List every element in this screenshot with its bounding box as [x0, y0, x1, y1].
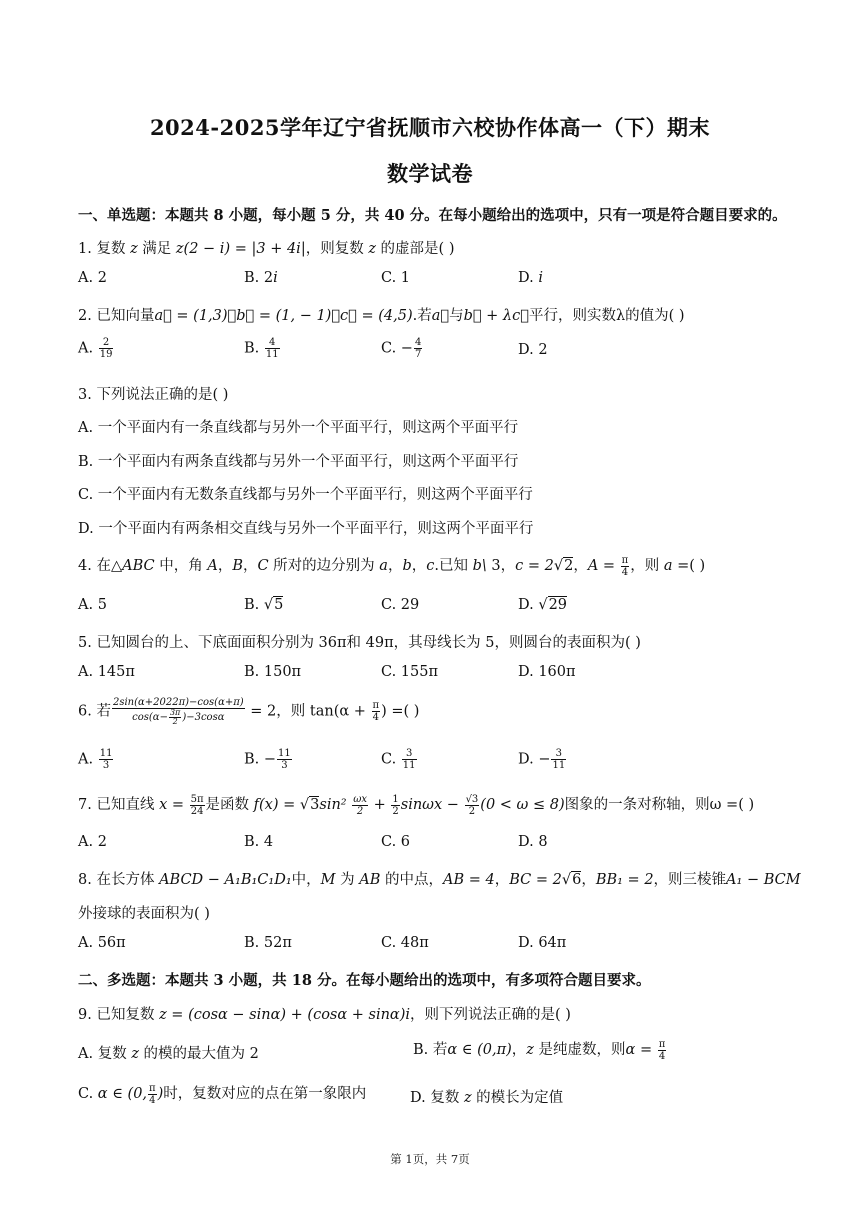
question-5-option-b: B. 150π	[244, 664, 302, 680]
question-3-option-d: D. 一个平面内有两条相交直线与另外一个平面平行，则这两个平面平行	[78, 521, 534, 537]
question-3-option-b: B. 一个平面内有两条直线都与另外一个平面平行，则这两个平面平行	[78, 454, 519, 470]
question-3-option-a: A. 一个平面内有一条直线都与另外一个平面平行，则这两个平面平行	[78, 420, 519, 436]
question-5-stem: 5. 已知圆台的上、下底面面积分别为 36π和 49π，其母线长为 5，则圆台的表面积为( )	[78, 635, 641, 651]
question-6-option-d: D. − $\frac{3}{11}$	[518, 748, 566, 771]
question-6-stem: 6. 若 2sin(α+2022π)−cos(α+π) cos(α− $\frac{3\pi}{2}$ )−3cosα = 2，则 tan(α + $\frac{\pi}{4}$ ) =( )	[78, 697, 420, 726]
question-6-option-a: A. $\frac{11}{3}$	[78, 748, 113, 771]
question-8-stem-line1: 8. 在长方体 ABCD − A₁B₁C₁D₁中，M 为 AB 的中点，AB = 4，BC = 2√6，BB₁ = 2，则三棱锥A₁ − BCM	[78, 872, 801, 888]
question-8-option-b: B. 52π	[244, 935, 292, 951]
question-2-stem: 2. 已知向量a⃗ = (1,3)，b⃗ = (1, − 1)，c⃗ = (4,5).若a⃗与b⃗ + λc⃗平行，则实数λ的值为( )	[78, 308, 685, 324]
question-7-option-c: C. 6	[381, 834, 411, 850]
question-7-stem: 7. 已知直线 x = $\frac{5\pi}{24}$ 是函数 f(x) = √3sin² $\frac{\omega x}{2}$ + $\frac{1}{2}$ sinωx − $\frac{√3}{2}$ (0 < ω ≤ 8)图象的一条对称轴，则ω =( )	[78, 793, 755, 817]
question-4-option-d: D. √29	[518, 597, 568, 613]
question-6-option-c: C. $\frac{3}{11}$	[381, 748, 416, 771]
question-7-option-b: B. 4	[244, 834, 274, 850]
question-5-option-c: C. 155π	[381, 664, 439, 680]
section-single-choice: 一、单选题：本题共 8 小题，每小题 5 分，共 40 分。在每小题给出的选项中，只有一项是符合题目要求的。	[78, 207, 787, 224]
question-9-stem: 9. 已知复数 z = (cosα − sinα) + (cosα + sinα)i，则下列说法正确的是( )	[78, 1007, 571, 1023]
question-8-option-c: C. 48π	[381, 935, 429, 951]
question-5-option-d: D. 160π	[518, 664, 576, 680]
question-1-option-b: B. 2i	[244, 270, 278, 286]
question-9-option-a: A. 复数 z 的模的最大值为 2	[78, 1046, 259, 1062]
question-1-stem: 1. 复数 z 满足 z(2 − i) = |3 + 4i|，则复数 z 的虚部是( )	[78, 241, 455, 257]
question-9-option-b: B. 若α ∈ (0,π)，z 是纯虚数，则α = $\frac{\pi}{4}$	[413, 1038, 666, 1062]
question-5-option-a: A. 145π	[78, 664, 135, 680]
question-3-stem: 3. 下列说法正确的是( )	[78, 387, 229, 403]
question-8-option-d: D. 64π	[518, 935, 567, 951]
question-4-option-c: C. 29	[381, 597, 420, 613]
question-4-stem: 4. 在△ABC 中，角 A，B，C 所对的边分别为 a，b，c.已知 b\ 3，c = 2√2，A = $\frac{\pi}{4}$ ，则 a =( )	[78, 554, 706, 578]
question-4-option-a: A. 5	[78, 597, 107, 613]
question-7-option-d: D. 8	[518, 834, 548, 850]
question-2-option-a: A. $\frac{2}{19}$	[78, 337, 113, 360]
question-9-option-c: C. α ∈ (0, $\frac{\pi}{4}$ )时，复数对应的点在第一象限内	[78, 1082, 367, 1106]
question-2-option-b: B. $\frac{4}{11}$	[244, 337, 279, 360]
question-8-option-a: A. 56π	[78, 935, 126, 951]
question-2-option-d: D. 2	[518, 342, 548, 358]
page-footer: 第 1页，共 7页	[390, 1152, 470, 1166]
question-1-option-d: D. i	[518, 270, 543, 286]
question-3-option-c: C. 一个平面内有无数条直线都与另外一个平面平行，则这两个平面平行	[78, 487, 533, 503]
question-9-option-d: D. 复数 z 的模长为定值	[410, 1090, 564, 1106]
question-6-option-b: B. − $\frac{11}{3}$	[244, 748, 291, 771]
question-7-option-a: A. 2	[78, 834, 107, 850]
question-1-option-c: C. 1	[381, 270, 411, 286]
exam-subtitle: 数学试卷	[387, 161, 473, 186]
section-multiple-choice: 二、多选题：本题共 3 小题，共 18 分。在每小题给出的选项中，有多项符合题目要求。	[78, 972, 651, 989]
question-8-stem-line2: 外接球的表面积为( )	[78, 906, 210, 922]
question-2-option-c: C. − $\frac{4}{7}$	[381, 337, 422, 360]
question-6-fraction: 2sin(α+2022π)−cos(α+π) cos(α− $\frac{3\pi}{2}$ )−3cosα	[112, 697, 244, 726]
exam-title: 2024-2025学年辽宁省抚顺市六校协作体高一（下）期末	[149, 115, 711, 140]
question-4-option-b: B. √5	[244, 597, 284, 613]
question-1-option-a: A. 2	[78, 270, 107, 286]
